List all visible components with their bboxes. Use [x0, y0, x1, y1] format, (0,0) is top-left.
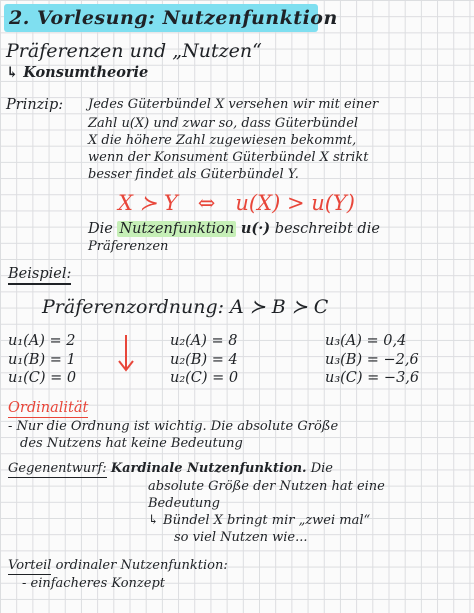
nutzenfunktion-sentence [88, 222, 380, 237]
gegenentwurf-line-5: so viel Nutzen wie... [174, 530, 308, 545]
ordinalitaet-label-text: Ordinalität [8, 400, 89, 416]
prinzip-line-5: besser findet als Güterbündel Y. [88, 167, 299, 182]
gegenentwurf-line-3: Bedeutung [148, 496, 220, 511]
vorteil-rest: ordinaler Nutzenfunktion: [55, 558, 228, 573]
sentence-post: beschreibt die [274, 221, 380, 237]
prinzip-line-2: Zahl u(X) und zwar so, dass Güterbündel [88, 116, 359, 131]
beispiel-label [8, 267, 71, 282]
u2-b: u₂(B) = 4 [170, 352, 238, 368]
sentence-term: u(·) [240, 220, 271, 237]
page-title: 2. Vorlesung: Nutzenfunktion [9, 7, 338, 29]
nutzenfunktion-highlight: Nutzenfunktion [119, 221, 235, 237]
ordinalitaet-label [8, 401, 88, 416]
u1-b: u₁(B) = 1 [8, 352, 76, 368]
heading-praeferenzen: Präferenzen und „Nutzen“ [6, 40, 262, 62]
vorteil-label: Vorteil [8, 558, 52, 573]
ordinalitaet-line-1: - Nur die Ordnung ist wichtig. Die absolute Größe [8, 419, 339, 434]
vorteil-line-1 [8, 559, 228, 572]
u3-b: u₃(B) = −2,6 [325, 352, 419, 368]
prinzip-label: Prinzip: [6, 97, 64, 113]
praeferenzordnung: Präferenzordnung: A ≻ B ≻ C [42, 296, 329, 318]
down-arrow-icon [116, 333, 136, 373]
beispiel-label-text: Beispiel: [8, 266, 71, 285]
gegenentwurf-label: Gegenentwurf: [8, 461, 107, 476]
u3-a: u₃(A) = 0,4 [325, 333, 407, 349]
u3-c: u₃(C) = −3,6 [325, 370, 420, 386]
prinzip-line-4: wenn der Konsument Güterbündel X strikt [88, 150, 369, 165]
gegenentwurf-line-4: ↳ Bündel X bringt mir „zwei mal“ [148, 513, 371, 528]
u1-a: u₁(A) = 2 [8, 333, 76, 349]
ordinalitaet-line-2: des Nutzens hat keine Bedeutung [20, 436, 243, 451]
gegenentwurf-line-1 [8, 462, 333, 475]
kardinale-nutzenfunktion: Kardinale Nutzenfunktion. [110, 461, 307, 476]
prinzip-line-1: Jedes Güterbündel X versehen wir mit einer [88, 97, 379, 112]
gegenentwurf-rest: Die [310, 461, 333, 476]
u2-a: u₂(A) = 8 [170, 333, 238, 349]
u2-c: u₂(C) = 0 [170, 370, 239, 386]
u1-c: u₁(C) = 0 [8, 370, 77, 386]
equivalence-formula: X ≻ Y ⇔ u(X) > u(Y) [118, 191, 355, 215]
prinzip-line-3: X die höhere Zahl zugewiesen bekommt, [88, 133, 357, 148]
gegenentwurf-line-2: absolute Größe der Nutzen hat eine [148, 479, 385, 494]
sentence-pre: Die [88, 221, 113, 237]
vorteil-line-2: - einfacheres Konzept [22, 576, 166, 591]
heading-konsumtheorie: ↳ Konsumtheorie [6, 64, 149, 81]
sentence-line-2: Präferenzen [88, 239, 169, 254]
